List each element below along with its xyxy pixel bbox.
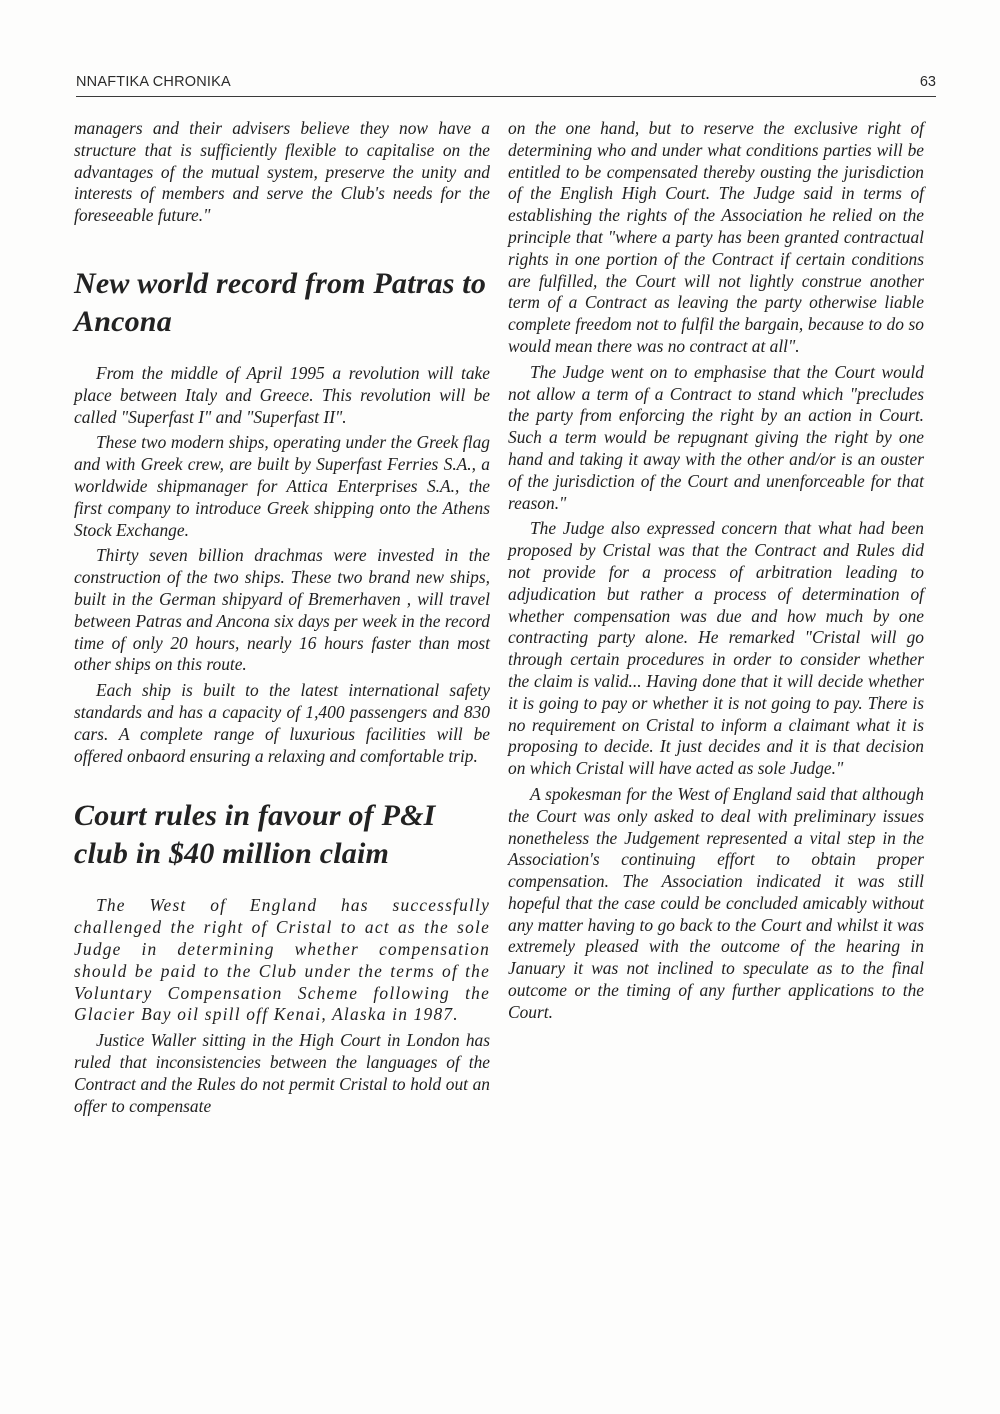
headline-court-rules: Court rules in favour of P&I club in $40 million claim [74, 799, 436, 871]
right-column [508, 118, 924, 1028]
page-number: 63 [919, 74, 936, 90]
article2-continued-paragraph: on the one hand, but to reserve the exclusive right of determining who and under what conditions parties will be entitled to be compensated thereby ousting the jurisdiction of the English High Court. The Judge said in terms of establishing the rights of the Association he relied on the principle that "where a party has been granted contractual rights in one portion of the Contract if certain conditions are fulfilled, the Court will not lightly construe another term of a Contract as leaving the party otherwise liable complete freedom not to fulfil the bargain, because to do so would mean there was no contract at all". [508, 118, 924, 356]
intro-paragraph: managers and their advisers believe they now have a structure that is sufficiently flexible to capitalise on the advantages of the mutual system, preserve the unity and interests of members and serve the Club's needs for the foreseeable future." [74, 118, 490, 226]
headline-world-record: New world record from Patras to Ancona [74, 266, 487, 338]
article1-paragraph: Each ship is built to the latest international safety standards and has a capacity of 1,400 passengers and 830 cars. A complete range of luxurious facilities will be offered onbaord ensuring a relaxing and comfortable trip. [74, 680, 490, 766]
article1-paragraph: Thirty seven billion drachmas were invested in the construction of the two ships. These two brand new ships, built in the German shipyard of Bremerhaven , will travel between Patras and Ancona six days per week in the record time of only 20 hours, nearly 16 hours faster than most other ships on this route. [74, 545, 490, 675]
article2-continued-paragraph: The Judge went on to emphasise that the Court would not allow a term of a Contract to stand which "precludes the party from enforcing the right by an action in Court. Such a term would be repugnant giving the right by one hand and taking it away with the other and/or is an ouster of the jurisdiction of the Court and unenforceable for that reason." [508, 361, 924, 513]
article1-paragraph: These two modern ships, operating under the Greek flag and with Greek crew, are built by Superfast Ferries S.A., a worldwide shipmanager for Attica Enterprises S.A., the first company to introduce Greek shipping onto the Athens Stock Exchange. [74, 432, 490, 540]
article2-paragraph: The West of England has successfully challenged the right of Cristal to act as the sole Judge in determining whether compensation should be paid to the Club under the terms of the Voluntary Compensation Scheme following the Glacier Bay oil spill off Kenai, Alaska in 1987. [74, 895, 490, 1025]
article1-paragraph: From the middle of April 1995 a revolution will take place between Italy and Greece. This revolution will be called "Superfast I" and "Superfast II". [74, 362, 490, 427]
left-column [74, 118, 490, 1121]
article2-paragraph: Justice Waller sitting in the High Court in London has ruled that inconsistencies between the languages of the Contract and the Rules do not permit Cristal to hold out an offer to compensate [74, 1030, 490, 1116]
header-rule [76, 96, 936, 97]
publication-title: NNAFTIKA CHRONIKA [76, 74, 231, 90]
page-header [76, 74, 936, 98]
article2-continued-paragraph: The Judge also expressed concern that what had been proposed by Cristal was that the Contract and Rules did not provide for a process of arbitration leading to adjudication but rather a process of determination of whether compensation was due and how much by one contracting party alone. He remarked "Cristal will go through certain procedures in order to consider whether the claim is valid... Having done that it will decide whether it is going to pay or whether it is not going to pay. There is no requirement on Cristal to inform a claimant what it is proposing to decide. It just decides and it is that decision on which Cristal will have acted as sole Judge." [508, 518, 924, 779]
article2-continued-paragraph: A spokesman for the West of England said that although the Court was only asked to deal with preliminary issues nonetheless the Judgement represented a vital step in the Association's continuing effort to obtain proper compensation. The Association indicated it was still hopeful that the case could be concluded amicably without any matter having to go back to the Court and whilst it was extremely pleased with the outcome of the hearing in January it was not inclined to speculate as to the final outcome or the timing of any further applications to the Court. [508, 783, 924, 1022]
